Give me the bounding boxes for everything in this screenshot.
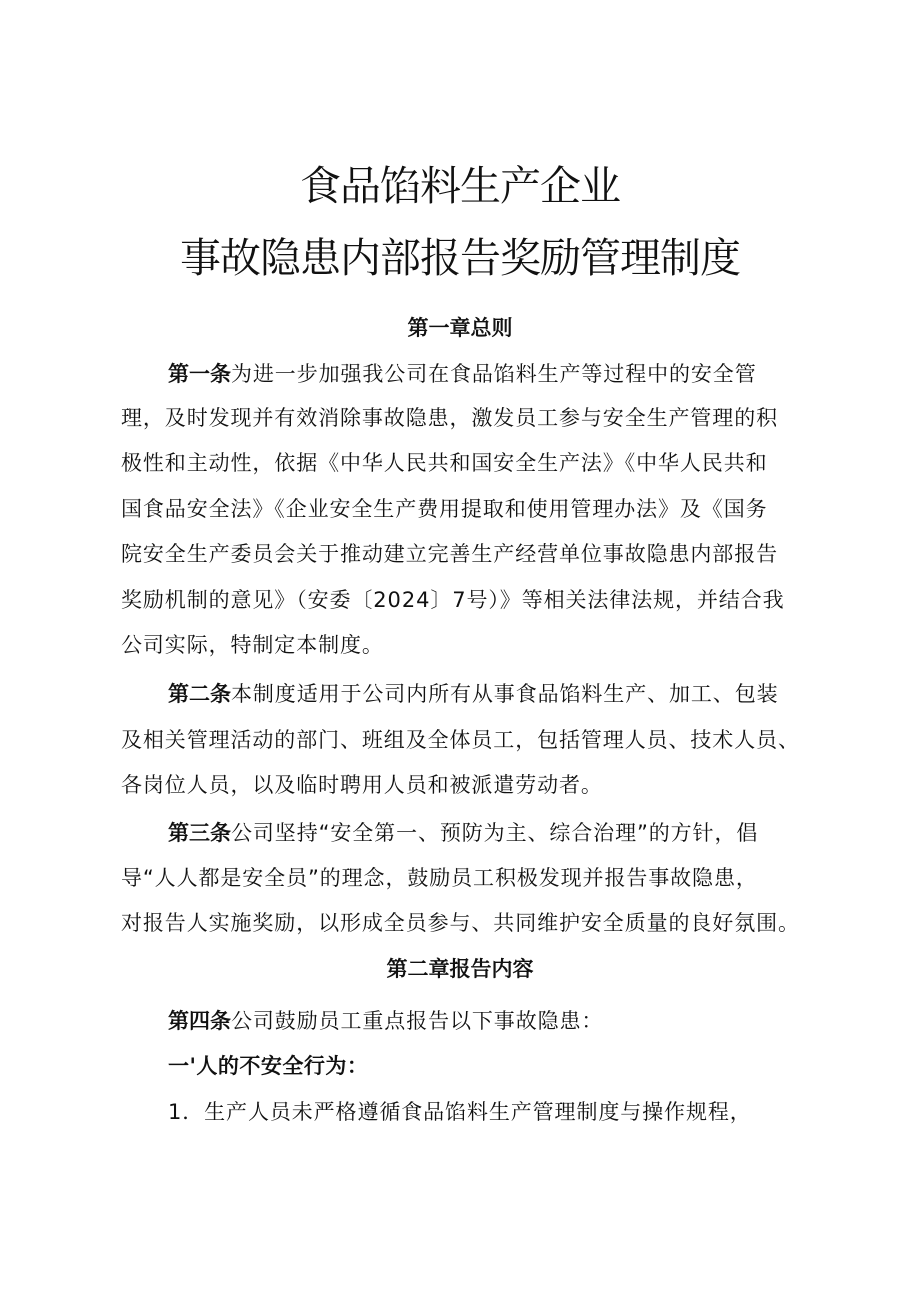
article-2-line-1 [168,680,779,708]
article-3-line-1 [168,819,758,847]
article-2-text: 本制度适用于公司内所有从事食品馅料生产、加工、包装 [231,682,779,706]
article-1-line-1 [168,360,757,388]
article-1-line-4: 国食品安全法》《企业安全生产费用提取和使用管理办法》及《国务 [121,497,768,521]
article-2-line-3: 各岗位人员，以及临时聘用人员和被派遣劳动者。 [121,773,603,797]
article-1-line-5: 院安全生产委员会关于推动建立完善生产经营单位事故隐患内部报告 [121,542,778,566]
article-1-line-6: 奖励机制的意见》（安委〔2024〕7号）》等相关法律法规，并结合我 [121,588,785,612]
list-item-1: 1．生产人员未严格遵循食品馅料生产管理制度与操作规程， [168,1100,752,1124]
article-2-lead: 第二条 [168,682,231,706]
document-title-line-1: 食品馅料生产企业 [300,162,620,210]
article-1-lead: 第一条 [168,362,231,386]
chapter-1-heading: 第一章总则 [407,316,513,340]
article-3-text: 公司坚持“安全第一、预防为主、综合治理”的方针，倡 [231,821,759,845]
article-4-line-1 [168,1007,603,1035]
article-3-line-2: 导“人人都是安全员”的理念，鼓励员工积极发现并报告事故隐患， [121,866,758,890]
article-1-text: 为进一步加强我公司在食品馅料生产等过程中的安全管 [231,362,757,386]
article-1-line-2: 理，及时发现并有效消除事故隐患，激发员工参与安全生产管理的积 [121,406,778,430]
article-2-line-2: 及相关管理活动的部门、班组及全体员工，包括管理人员、技术人员、 [121,728,800,752]
article-1-line-3: 极性和主动性，依据《中华人民共和国安全生产法》《中华人民共和 [121,451,768,475]
document-title-line-2: 事故隐患内部报告奖励管理制度 [180,234,740,282]
article-3-line-3: 对报告人实施奖励，以形成全员参与、共同维护安全质量的良好氛围。 [121,911,800,935]
article-4-lead: 第四条 [168,1009,231,1033]
chapter-2-heading: 第二章报告内容 [386,957,534,981]
article-3-lead: 第三条 [168,821,231,845]
article-1-line-7: 公司实际，特制定本制度。 [121,633,384,657]
article-4-text: 公司鼓励员工重点报告以下事故隐患： [231,1009,604,1033]
section-subheading: 一'人的不安全行为： [168,1054,369,1078]
